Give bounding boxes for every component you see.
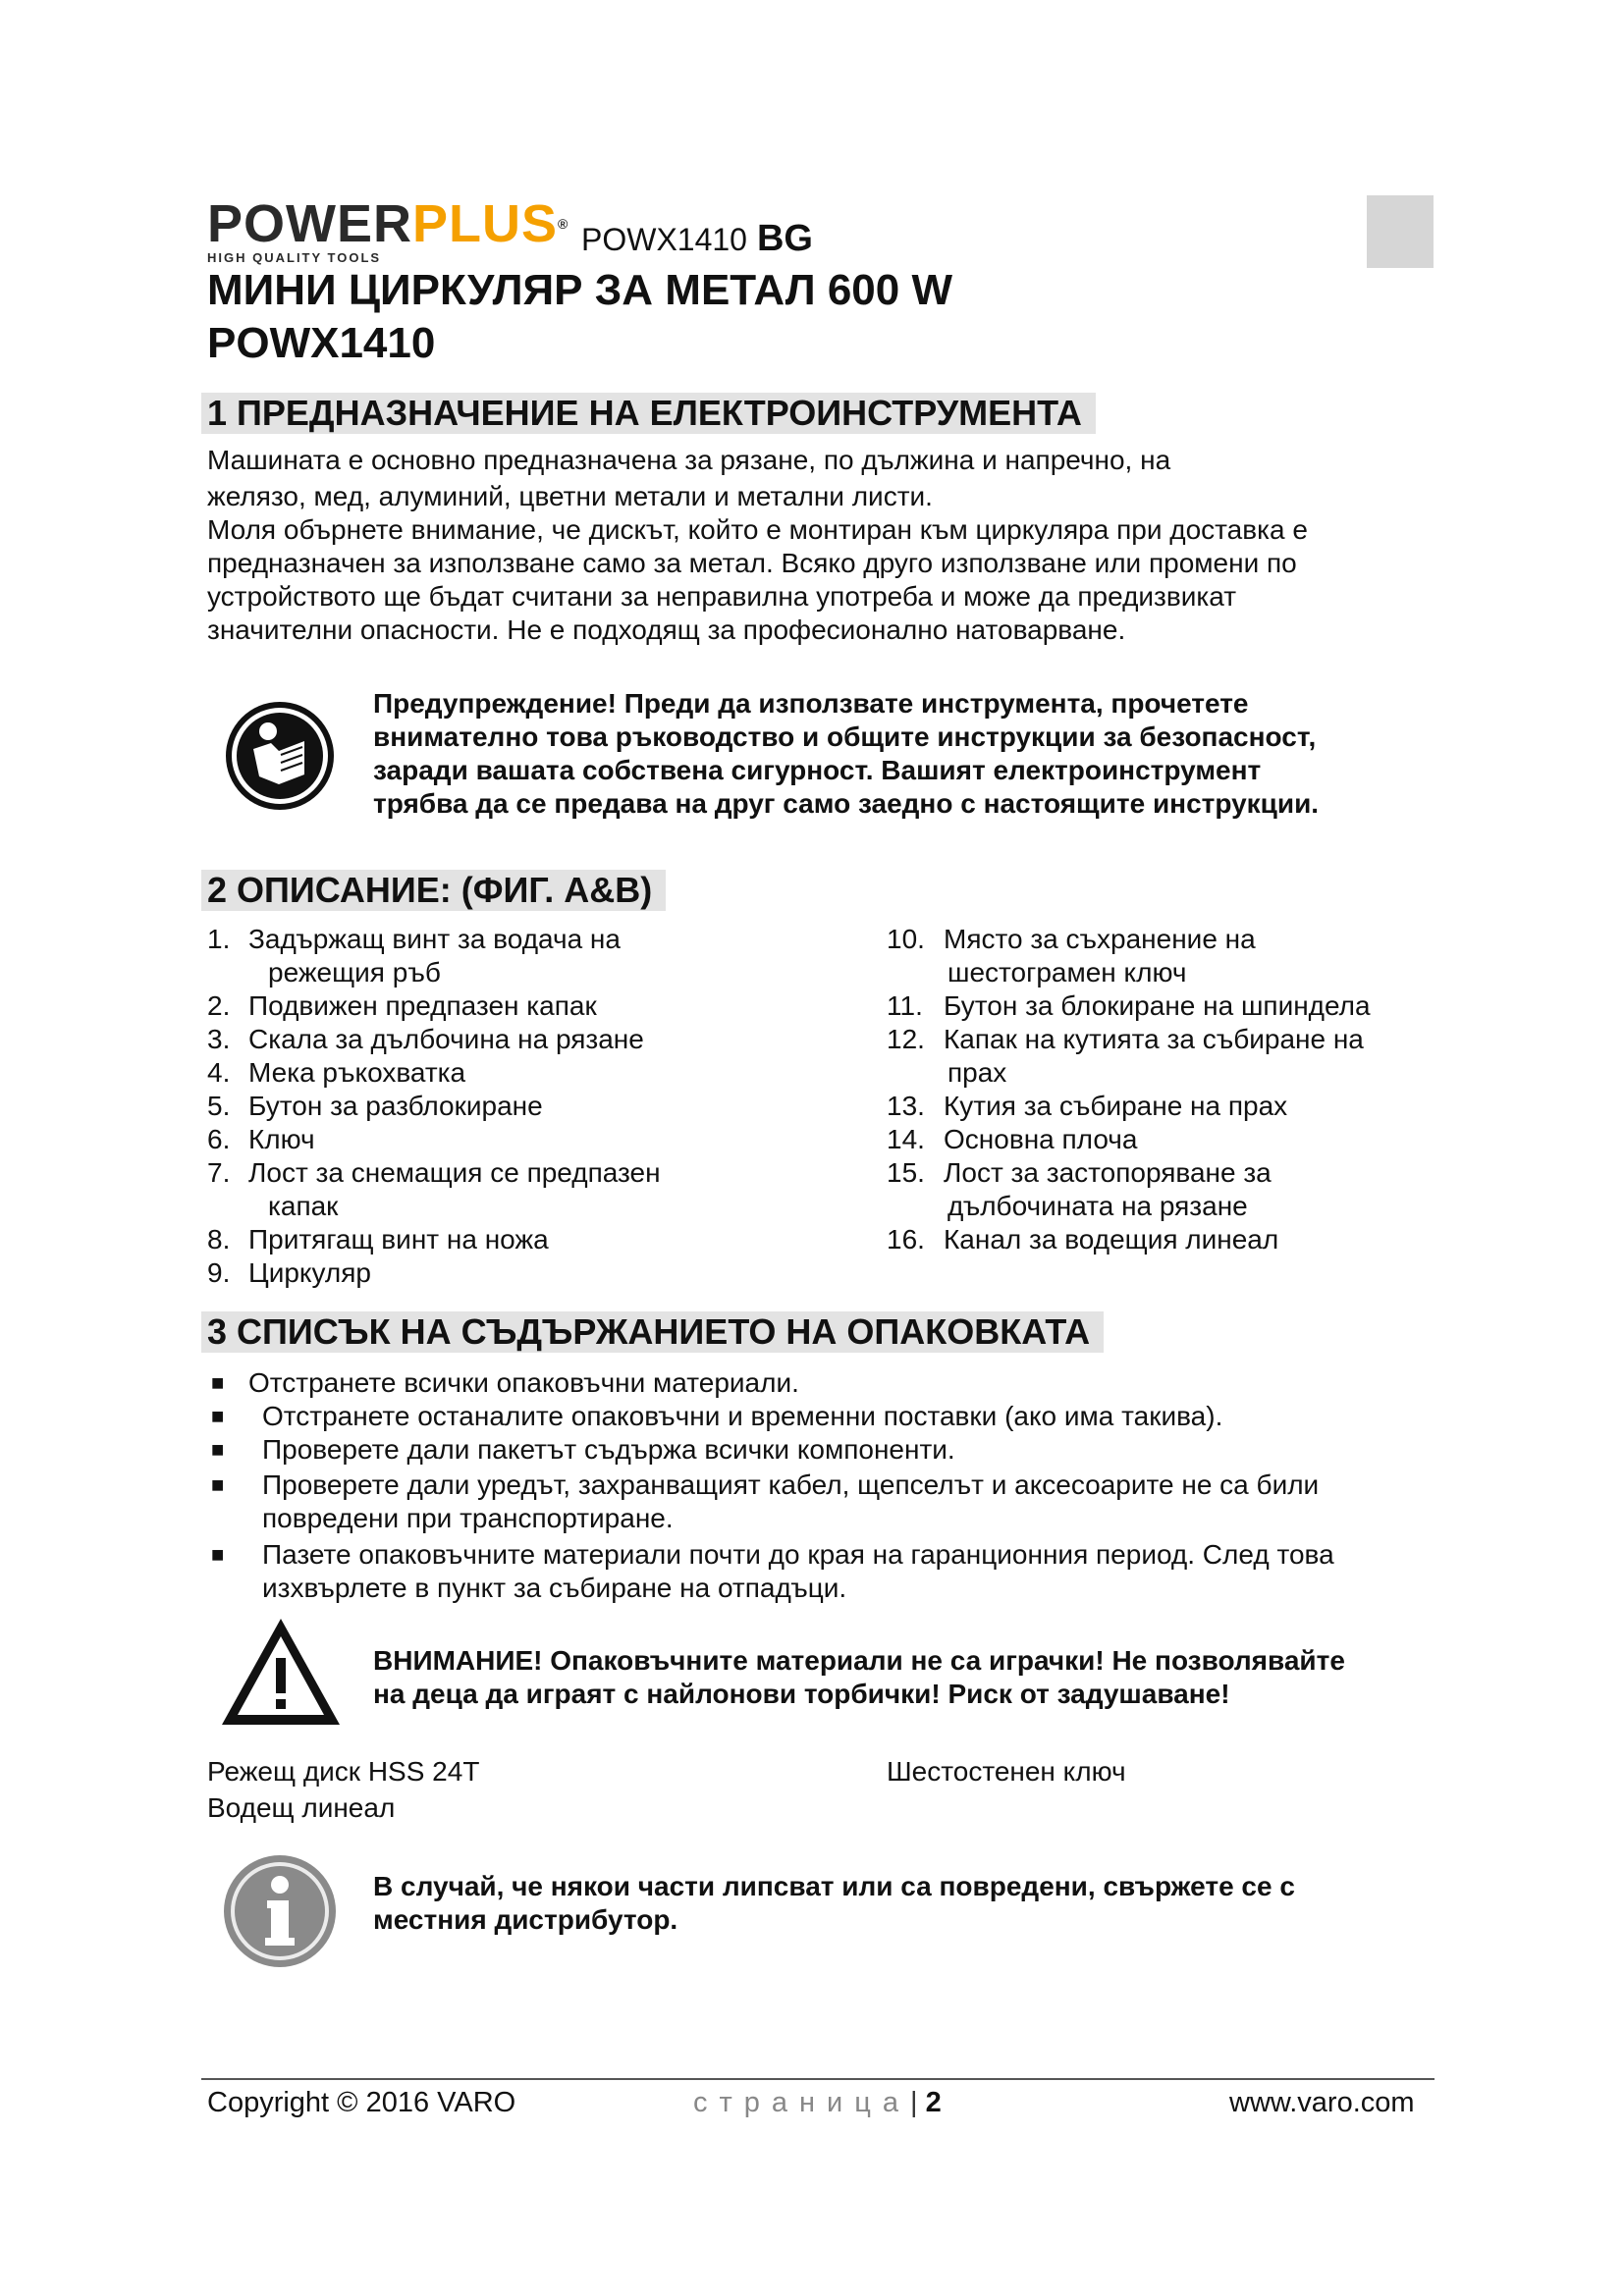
list-item: дълбочината на рязане (947, 1191, 1248, 1221)
list-item: 6. Ключ (207, 1124, 315, 1154)
brand-accent: PLUS (412, 194, 559, 253)
purpose-text (207, 444, 1435, 647)
brand-tagline: HIGH QUALITY TOOLS (207, 250, 382, 265)
caution-line: ВНИМАНИЕ! Опаковъчните материали не са играчки! Не позволявайте (373, 1645, 1345, 1676)
list-item: 13. Кутия за събиране на прах (887, 1091, 1288, 1121)
purpose-line: предназначен за използване само за метал. Всяко друго използване или промени по (207, 548, 1297, 578)
warning-line: трябва да се предава на друг само заедно с настоящите инструкции. (373, 788, 1320, 819)
warning-line: Предупреждение! Преди да използвате инструмента, прочетете (373, 688, 1249, 719)
purpose-line: Машината е основно предназначена за рязане, по дължина и напречно, на (207, 445, 1171, 475)
warning-line: внимателно това ръководство и общите инструкции за безопасност, (373, 721, 1317, 752)
bullet-icon: ■ (211, 1370, 225, 1395)
bullet-icon: ■ (211, 1472, 225, 1497)
list-item: 12. Капак на кутията за събиране на (887, 1024, 1364, 1054)
list-item: шестограмен ключ (947, 957, 1187, 988)
contents-left (207, 1753, 479, 1826)
parts-list-right (887, 923, 1436, 1256)
corner-marker (1367, 195, 1434, 268)
list-item: ■ Проверете дали уредът, захранващият кабел, щепселът и аксесоарите не са били повредени при транспортиране. (207, 1468, 1444, 1535)
info-icon (222, 1853, 338, 1969)
section-heading-purpose: 1 ПРЕДНАЗНАЧЕНИЕ НА ЕЛЕКТРОИНСТРУМЕНТА (201, 393, 1096, 434)
list-item: ■ Отстранете всички опаковъчни материали. (207, 1366, 1444, 1400)
footer-page-indicator (693, 2087, 942, 2119)
list-item: 10. Място за съхранение на (887, 924, 1256, 954)
page-separator: | (910, 2087, 918, 2118)
parts-list-left (207, 923, 836, 1290)
list-item: 8. Притягащ винт на ножа (207, 1224, 549, 1255)
bullet-icon: ■ (211, 1404, 225, 1428)
page-title: МИНИ ЦИРКУЛЯР ЗА МЕТАЛ 600 W (207, 266, 952, 314)
model-code-text: POWX1410 (581, 222, 747, 257)
model-code (581, 218, 813, 260)
list-item: 5. Бутон за разблокиране (207, 1091, 543, 1121)
brand-main: POWER (207, 194, 413, 253)
brand-reg: ® (558, 216, 569, 232)
list-item: 2. Подвижен предпазен капак (207, 990, 597, 1021)
warning-line: заради вашата собствена сигурност. Вашият електроинструмент (373, 755, 1262, 785)
brand-logo (207, 194, 569, 265)
list-item: прах (947, 1057, 1007, 1088)
list-item: 7. Лост за снемащия се предпазен (207, 1157, 661, 1188)
footer-website: www.varo.com (1229, 2087, 1415, 2118)
list-item: ■ Отстранете останалите опаковъчни и временни поставки (ако има такива). (207, 1400, 1444, 1433)
missing-parts-info (373, 1870, 1443, 1937)
list-item: режещия ръб (268, 957, 441, 988)
section-heading-description: 2 ОПИСАНИЕ: (ФИГ. A&B) (201, 870, 666, 911)
caution-line: на деца да играят с найлонови торбички! Риск от задушаване! (373, 1679, 1230, 1709)
list-item: 9. Циркуляр (207, 1257, 371, 1288)
list-item: 15. Лост за застопоряване за (887, 1157, 1272, 1188)
info-line: В случай, че някои части липсват или са повредени, свържете се с (373, 1871, 1295, 1901)
packaging-caution (373, 1644, 1443, 1711)
purpose-line: желязо, мед, алуминий, цветни метали и метални листи. (207, 481, 933, 511)
list-item: 16. Канал за водещия линеал (887, 1224, 1279, 1255)
list-item: капак (268, 1191, 339, 1221)
list-item: 3. Скала за дълбочина на рязане (207, 1024, 644, 1054)
unpacking-list (207, 1366, 1444, 1605)
purpose-line: Моля обърнете внимание, че дискът, който е монтиран към циркуляра при доставка е (207, 514, 1308, 545)
read-manual-icon (224, 700, 336, 812)
list-item: ■ Проверете дали пакетът съдържа всички компоненти. (207, 1433, 1444, 1467)
page-subtitle: POWX1410 (207, 319, 436, 367)
read-manual-warning (373, 687, 1443, 821)
section-heading-contents: 3 СПИСЪК НА СЪДЪРЖАНИЕТО НА ОПАКОВКАТА (201, 1311, 1104, 1353)
list-item: 14. Основна плоча (887, 1124, 1138, 1154)
list-item: 11. Бутон за блокиране на шпиндела (887, 990, 1371, 1021)
contents-right (887, 1753, 1126, 1789)
list-item: ■ Пазете опаковъчните материали почти до края на гаранционния период. След това изхвърлете в пункт за събиране на отпадъци. (207, 1538, 1444, 1605)
warning-triangle-icon (218, 1615, 344, 1729)
page-number: 2 (925, 2087, 942, 2118)
bullet-icon: ■ (211, 1437, 225, 1462)
footer-divider (201, 2078, 1435, 2080)
list-item: 1. Задържащ винт за водача на (207, 924, 621, 954)
purpose-line: значителни опасности. Не е подходящ за професионално натоварване. (207, 614, 1126, 645)
purpose-line: устройството ще бъдат считани за неправилна употреба и може да предизвикат (207, 581, 1237, 612)
list-item: 4. Мека ръкохватка (207, 1057, 466, 1088)
content-item: Режещ диск HSS 24T (207, 1756, 480, 1787)
footer-copyright: Copyright © 2016 VARO (207, 2087, 516, 2118)
content-item: Водещ линеал (207, 1792, 396, 1823)
language-code: BG (756, 218, 813, 259)
page-label: страница (693, 2087, 910, 2118)
info-line: местния дистрибутор. (373, 1904, 678, 1935)
content-item: Шестостенен ключ (887, 1756, 1126, 1787)
bullet-icon: ■ (211, 1542, 225, 1567)
